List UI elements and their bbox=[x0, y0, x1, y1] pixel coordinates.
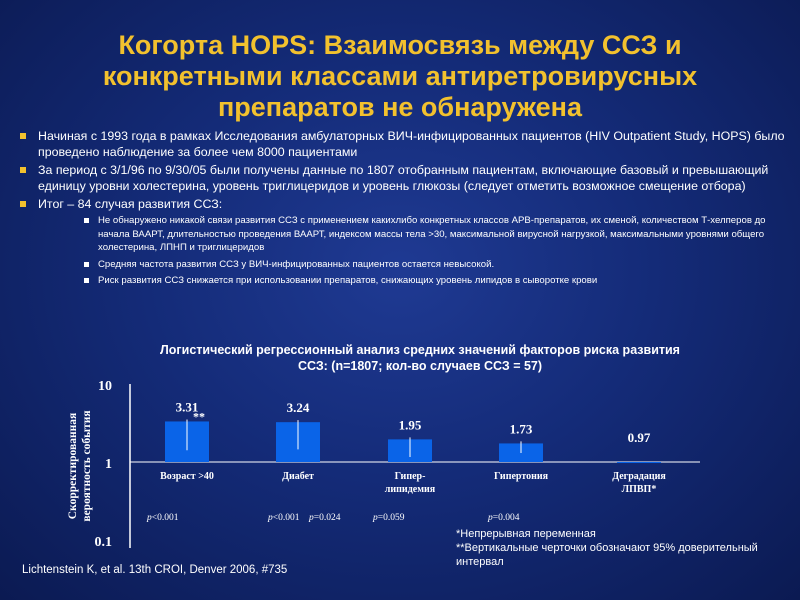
category-label: Гипертония bbox=[493, 471, 549, 482]
citation: Lichtenstein K, et al. 13th CROI, Denver 2006, #735 bbox=[22, 564, 288, 576]
category-label: Возраст >40 bbox=[160, 471, 214, 482]
category-label: Деградация ЛПВП* bbox=[612, 471, 666, 495]
p-value-label: p=0.024 bbox=[309, 513, 341, 523]
category-label: Гипер-липидемия bbox=[384, 471, 436, 495]
y-tick-label: 10 bbox=[98, 379, 112, 394]
footnote-ci: **Вертикальные черточки обозначают 95% доверительный интервал bbox=[456, 542, 758, 568]
y-axis-label: Скорректированная вероятность события bbox=[67, 410, 93, 522]
bar-value-label: 1.73 bbox=[509, 421, 533, 437]
category-label: Диабет bbox=[282, 471, 314, 482]
sub-bullet-text: Риск развития ССЗ снижается при использовании препаратов, снижающих уровень липидов в сыворотке крови bbox=[98, 275, 598, 286]
bar-value-label: 0.97 bbox=[627, 430, 651, 445]
sub-bullet-text: Не обнаружено никакой связи развития ССЗ с применением какихлибо конкретных классов АРВ-препаратов, их сменой, количеством Т-хелперов до начала ВААРТ, длительностью проведения ВААРТ, индексом массы тела >30, максимальной вирусной нагрузкой, максимальными уровнями общего холестерина, ЛПНП и триглицеридов bbox=[98, 215, 766, 253]
bar-value-label: 3.31 bbox=[175, 399, 199, 415]
p-value-label: p=0.059 bbox=[373, 513, 405, 523]
footnote-continuous: *Непрерывная переменная bbox=[456, 528, 596, 540]
bullet-text: За период с 3/1/96 по 9/30/05 были получены данные по 1807 отобранным пациентам, включающие базовый и превышающий единицу уровни холестерина, уровень триглицеридов и уровень глюкозы (следует отметить возможное смещение отбора) bbox=[38, 163, 769, 193]
bullet-text: Итог – 84 случая развития ССЗ: bbox=[38, 197, 223, 211]
bar-value-label: 1.95 bbox=[398, 417, 422, 433]
bar-value-label: 3.24 bbox=[286, 400, 310, 416]
chart-title: Логистический регрессионный анализ средних значений факторов риска развития ССЗ: (n=1807; кол-во случаев ССЗ = 57) bbox=[160, 343, 680, 373]
bullet-text: Начиная с 1993 года в рамках Исследования амбулаторных ВИЧ-инфицированных пациентов (HIV Outpatient Study, HOPS) было проведено наблюдение за более чем 8000 пациентами bbox=[38, 129, 785, 159]
bar bbox=[617, 462, 661, 463]
footnotes bbox=[456, 527, 776, 569]
p-value-label: p=0.004 bbox=[488, 513, 520, 523]
significance-annotation: ** bbox=[193, 409, 205, 424]
p-value-label: p<0.001 bbox=[147, 513, 179, 523]
slide-title: Когорта HOPS: Взаимосвязь между ССЗ и конкретными классами антиретровирусных препаратов не обнаружена bbox=[102, 30, 698, 122]
y-tick-label: 1 bbox=[105, 457, 112, 472]
y-tick-label: 0.1 bbox=[94, 535, 112, 550]
p-value-label: p<0.001 bbox=[268, 513, 300, 523]
sub-bullet-text: Средняя частота развития ССЗ у ВИЧ-инфицированных пациентов остается невысокой. bbox=[98, 258, 495, 270]
